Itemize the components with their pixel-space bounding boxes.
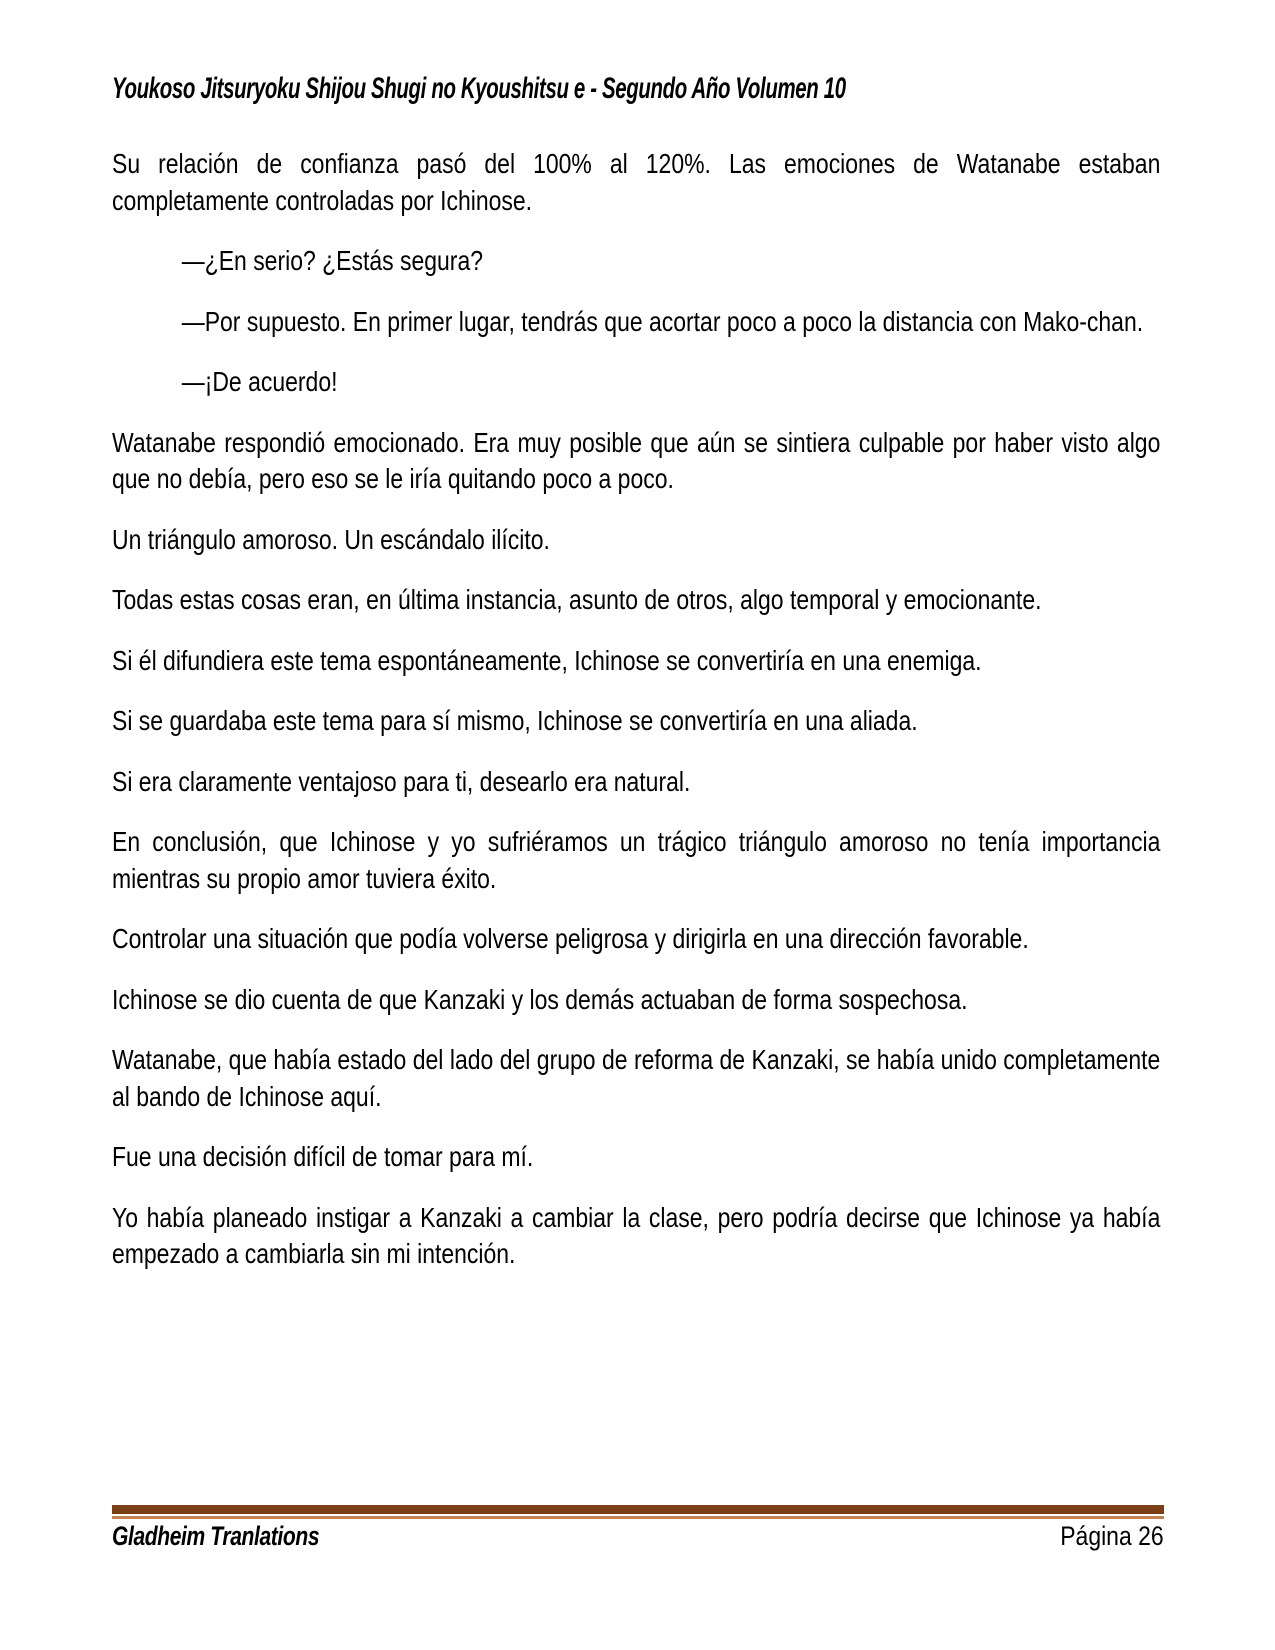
paragraph: Yo había planeado instigar a Kanzaki a cambiar la clase, pero podría decirse que Ichinose ya había empezado a cambiarla sin mi intención.	[112, 1201, 1161, 1269]
footer-rule-thick	[112, 1505, 1164, 1514]
body-text	[112, 146, 1160, 1273]
page-title: Youkoso Jitsuryoku Shijou Shugi no Kyoushitsu e - Segundo Año Volumen 10	[112, 72, 846, 105]
paragraph-dialogue: —¡De acuerdo!	[181, 366, 338, 397]
paragraph: Fue una decisión difícil de tomar para mí.	[112, 1141, 534, 1172]
footer-rule-thin	[112, 1516, 1164, 1519]
paragraph: Watanabe, que había estado del lado del grupo de reforma de Kanzaki, se había unido completamente al bando de Ichinose aquí.	[112, 1044, 1161, 1112]
paragraph: Su relación de confianza pasó del 100% al 120%. Las emociones de Watanabe estaban completamente controladas por Ichinose.	[112, 148, 1161, 216]
footer	[112, 1521, 1164, 1552]
paragraph-dialogue: —Por supuesto. En primer lugar, tendrás que acortar poco a poco la distancia con Mako-chan.	[181, 305, 1144, 337]
paragraph: Un triángulo amoroso. Un escándalo ilícito.	[112, 523, 550, 555]
paragraph: Controlar una situación que podía volverse peligrosa y dirigirla en una dirección favorable.	[112, 923, 1029, 954]
paragraph: Watanabe respondió emocionado. Era muy posible que aún se sintiera culpable por haber visto algo que no debía, pero eso se le iría quitando poco a poco.	[112, 426, 1161, 494]
paragraph: Si él difundiera este tema espontáneamente, Ichinose se convertiría en una enemiga.	[112, 644, 982, 676]
footer-translator-name: Gladheim Tranlations	[112, 1521, 320, 1551]
paragraph: Si era claramente ventajoso para ti, desearlo era natural.	[112, 765, 691, 797]
footer-page-number: Página 26	[1060, 1521, 1164, 1551]
paragraph: En conclusión, que Ichinose y yo sufriéramos un trágico triángulo amoroso no tenía importancia mientras su propio amor tuviera éxito.	[112, 826, 1161, 894]
footer-divider	[112, 1505, 1164, 1519]
paragraph: Ichinose se dio cuenta de que Kanzaki y los demás actuaban de forma sospechosa.	[112, 983, 968, 1015]
paragraph: Todas estas cosas eran, en última instancia, asunto de otros, algo temporal y emocionante.	[112, 584, 1042, 615]
paragraph: Si se guardaba este tema para sí mismo, Ichinose se convertiría en una aliada.	[112, 705, 918, 736]
paragraph-dialogue: —¿En serio? ¿Estás segura?	[181, 245, 484, 276]
